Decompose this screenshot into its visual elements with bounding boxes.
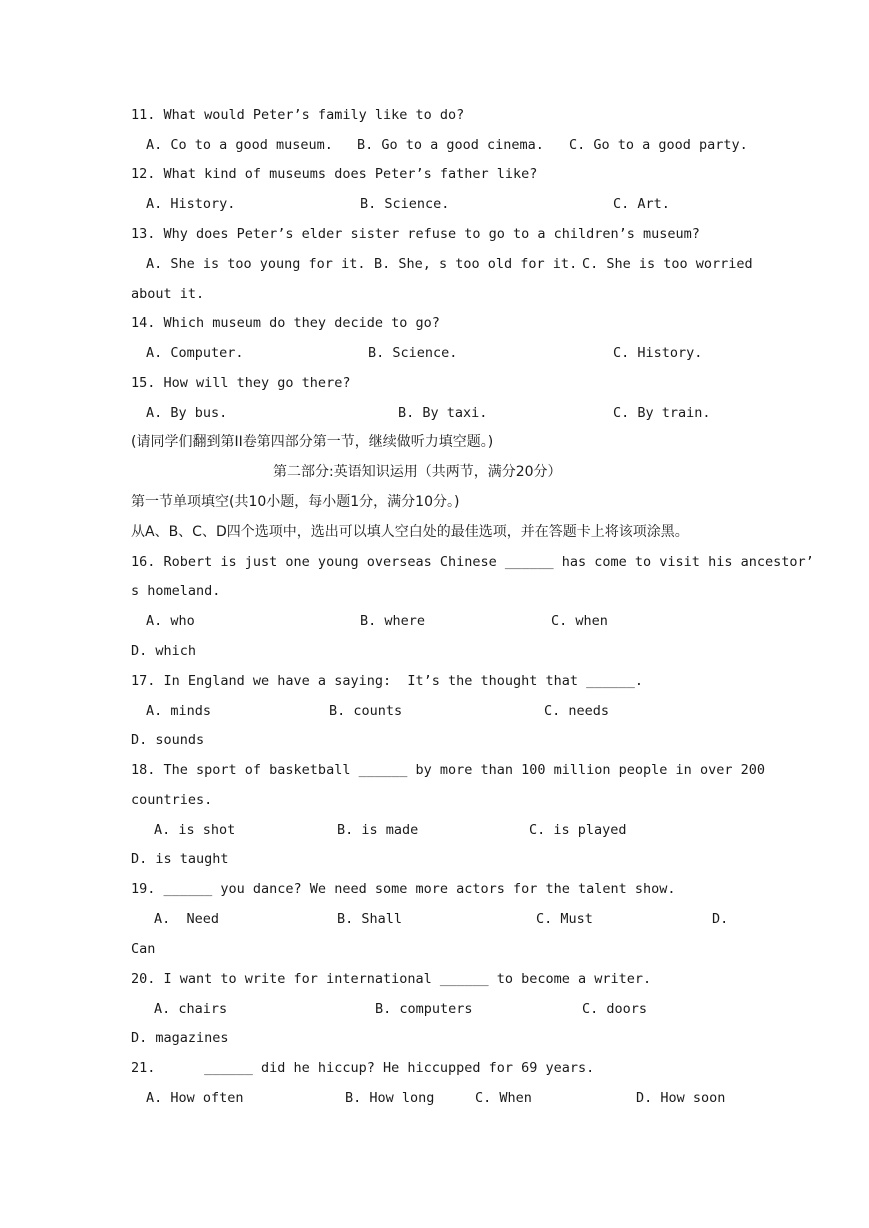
q15-stem: 15. How will they go there? <box>131 375 351 391</box>
q18-option-c: C. is played <box>529 822 627 838</box>
q21-option-b: B. How long <box>345 1090 435 1106</box>
q18-option-a: A. is shot <box>154 822 236 838</box>
q21-option-d: D. How soon <box>636 1090 726 1106</box>
instructions: 从A、B、C、D四个选项中，选出可以填人空白处的最佳选项，并在答题卡上将该项涂黑。 <box>131 524 689 540</box>
q19-stem: 19. ______ you dance? We need some more actors for the talent show. <box>131 881 676 897</box>
q20-option-b: B. computers <box>375 1001 473 1017</box>
q16-stem: 16. Robert is just one young overseas Chinese ______ has come to visit his ancestor’ <box>131 554 814 570</box>
q16-option-b: B. where <box>360 613 426 629</box>
q11-option-a: A. Co to a good museum. <box>146 137 333 153</box>
q11-option-c: C. Go to a good party. <box>569 137 748 153</box>
q21-option-c: C. When <box>475 1090 532 1106</box>
part-two-title: 第二部分:英语知识运用（共两节，满分20分） <box>273 464 562 480</box>
q12-option-b: B. Science. <box>360 196 450 212</box>
q16-option-c: C. when <box>551 613 608 629</box>
q11-option-b: B. Go to a good cinema. <box>357 137 544 153</box>
q19-option-a: A. Need <box>154 911 220 927</box>
q21-stem: 21. ______ did he hiccup? He hiccupped for 69 years. <box>131 1060 595 1076</box>
q17-option-d: D. sounds <box>131 732 205 748</box>
q17-option-c: C. needs <box>544 703 610 719</box>
q18-option-d: D. is taught <box>131 851 229 867</box>
q18-stem: 18. The sport of basketball ______ by more than 100 million people in over 200 <box>131 762 765 778</box>
q15-option-b: B. By taxi. <box>398 405 488 421</box>
q21-option-a: A. How often <box>146 1090 244 1106</box>
q17-option-a: A. minds <box>146 703 212 719</box>
q14-stem: 14. Which museum do they decide to go? <box>131 315 440 331</box>
q17-option-b: B. counts <box>329 703 403 719</box>
q12-option-c: C. Art. <box>613 196 670 212</box>
q12-stem: 12. What kind of museums does Peter’s father like? <box>131 166 538 182</box>
q19-option-d-label: D. <box>712 911 729 927</box>
q16-option-d: D. which <box>131 643 197 659</box>
q13-stem: 13. Why does Peter’s elder sister refuse to go to a children’s museum? <box>131 226 700 242</box>
q20-option-d: D. magazines <box>131 1030 229 1046</box>
q18-option-b: B. is made <box>337 822 419 838</box>
q11-stem: 11. What would Peter’s family like to do? <box>131 107 465 123</box>
q13-option-a: A. She is too young for it. <box>146 256 366 272</box>
q13-option-c: C. She is too worried <box>582 256 753 272</box>
q20-option-a: A. chairs <box>154 1001 228 1017</box>
q14-option-a: A. Computer. <box>146 345 244 361</box>
q12-option-a: A. History. <box>146 196 236 212</box>
q14-option-b: B. Science. <box>368 345 458 361</box>
q20-option-c: C. doors <box>582 1001 648 1017</box>
q20-stem: 20. I want to write for international ______ to become a writer. <box>131 971 652 987</box>
q15-option-a: A. By bus. <box>146 405 228 421</box>
section-one-title: 第一节单项填空(共10小题，每小题1分，满分10分。) <box>131 494 460 510</box>
q16-stem-continued: s homeland. <box>131 583 221 599</box>
q19-option-b: B. Shall <box>337 911 403 927</box>
q17-stem: 17. In England we have a saying: It’s the thought that ______. <box>131 673 644 689</box>
q16-option-a: A. who <box>146 613 195 629</box>
listening-note: (请同学们翻到第II卷第四部分第一节，继续做听力填空题。) <box>131 434 494 450</box>
q18-stem-continued: countries. <box>131 792 213 808</box>
q14-option-c: C. History. <box>613 345 703 361</box>
q19-option-c: C. Must <box>536 911 593 927</box>
q13-option-b: B. She, s too old for it. <box>374 256 578 272</box>
q19-option-d-text: Can <box>131 941 156 957</box>
q13-option-c-continued: about it. <box>131 286 205 302</box>
q15-option-c: C. By train. <box>613 405 711 421</box>
